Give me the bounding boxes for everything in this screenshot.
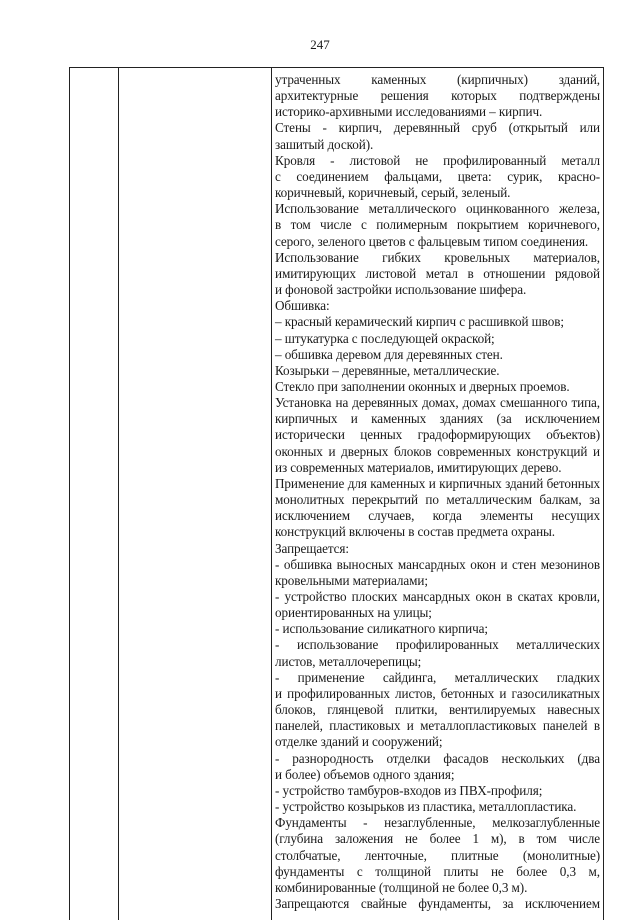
text-line: оконных и дверных блоков современных конструкций и — [275, 443, 600, 459]
text-line: и более) объемов одного здания; — [275, 766, 455, 782]
text-line: - использование профилированных металлических — [275, 637, 600, 653]
requirements-cell — [275, 72, 600, 912]
text-line: Обшивка: — [275, 298, 330, 314]
text-line: ориентированных на улицы; — [275, 605, 432, 621]
text-line: - применение сайдинга, металлических гладких — [275, 669, 600, 685]
text-line: Запрещаются свайные фундаменты, за исключением — [275, 895, 600, 911]
text-line: - устройство плоских мансардных окон в скатах кровли, — [275, 589, 600, 604]
text-line: коричневый, коричневый, серый, зеленый. — [275, 185, 511, 201]
text-line: историко-архивными исследованиями – кирпич. — [275, 104, 543, 120]
text-line: и фоновой застройки использование шифера. — [275, 282, 527, 298]
text-line: исторически ценных градоформирующих объектов) — [275, 427, 600, 443]
text-line: отделке зданий и сооружений; — [275, 734, 443, 750]
text-line: зашитый доской). — [275, 136, 374, 152]
text-line: – красный керамический кирпич с расшивкой швов; — [275, 314, 564, 330]
text-line: Фундаменты - незаглубленные, мелкозаглубленные — [275, 815, 600, 831]
text-line: серого, зеленого цветов с фальцевым типом соединения. — [275, 233, 589, 249]
text-line: конструкций включены в состав предмета охраны. — [275, 524, 556, 540]
text-line: Применение для каменных и кирпичных зданий бетонных — [275, 475, 600, 491]
text-line: монолитных перекрытий по металлическим балкам, за — [275, 492, 600, 508]
text-line: - использование силикатного кирпича; — [275, 621, 488, 637]
text-line: - обшивка выносных мансардных окон и стен мезонинов — [275, 556, 600, 572]
text-line: комбинированные (толщиной не более 0,3 м). — [275, 879, 528, 895]
page-number: 247 — [310, 37, 330, 52]
text-line: - устройство тамбуров-входов из ПВХ-профиля; — [275, 782, 543, 798]
text-line: из современных материалов, имитирующих дерево. — [275, 459, 562, 475]
text-line: в том числе с полимерным покрытием коричневого, — [275, 217, 600, 233]
text-line: Стекло при заполнении оконных и дверных проемов. — [275, 378, 570, 394]
text-line: Установка на деревянных домах, домах смешанного типа, — [275, 395, 600, 411]
text-line: (глубина заложения не более 1 м), в том числе — [275, 831, 600, 847]
text-line: Использование гибких кровельных материалов, — [275, 249, 600, 265]
text-line: имитирующих листовой метал в отношении рядовой — [275, 265, 600, 281]
text-line: столбчатые, ленточные, плитные (монолитные) — [275, 847, 600, 863]
text-line: Стены - кирпич, деревянный сруб (открытый или — [275, 120, 600, 136]
text-line: кровельными материалами; — [275, 572, 428, 588]
text-line: - разнородность отделки фасадов нескольких (два — [275, 750, 600, 766]
text-line: исключением случаев, когда элементы несущих — [275, 508, 600, 524]
text-line: блоков, глянцевой плитки, вентилируемых навесных — [275, 702, 600, 718]
text-line: Использование металлического оцинкованного железа, — [275, 201, 600, 217]
regulation-table — [69, 67, 604, 920]
text-line: утраченных каменных (кирпичных) зданий, — [275, 72, 600, 87]
text-line: – обшивка деревом для деревянных стен. — [275, 346, 503, 362]
text-line: - устройство козырьков из пластика, металлопластика. — [275, 799, 577, 815]
column-divider-1 — [118, 68, 119, 920]
text-line: и профилированных листов, бетонных и газосиликатных — [275, 685, 600, 701]
text-line: листов, металлочерепицы; — [275, 653, 422, 669]
text-line: фундаменты с толщиной плиты не более 0,3 м, — [275, 863, 600, 879]
text-line: – штукатурка с последующей окраской; — [275, 330, 495, 346]
text-line: Козырьки – деревянные, металлические. — [275, 362, 500, 378]
text-line: Кровля - листовой не профилированный металл — [275, 152, 600, 168]
text-line: с соединением фальцами, цвета: сурик, красно- — [275, 168, 600, 184]
column-divider-2 — [271, 68, 272, 920]
text-line: панелей, пластиковых и металлопластиковых панелей в — [275, 718, 600, 734]
text-line: Запрещается: — [275, 540, 349, 556]
text-line: архитектурные решения которых подтверждены — [275, 88, 600, 104]
text-line: кирпичных и каменных зданиях (за исключением — [275, 411, 600, 427]
